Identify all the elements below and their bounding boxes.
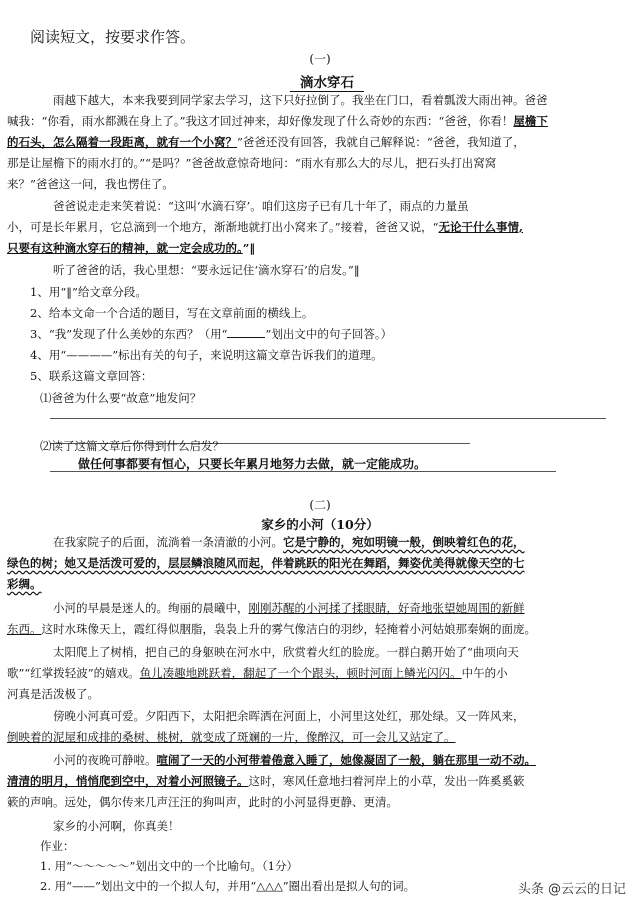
s2p3-text: 河真是活泼极了。 (7, 687, 99, 701)
s1p1-text: 喊我：“你看，雨水都溅在身上了。”我这才回过神来，却好像发现了什么奇妙的东西：“爸爸，你看！ (7, 114, 514, 128)
s2p2-text: 这时水珠像天上，霞红得似胭脂，袅袅上升的雾气像洁白的羽纱，轻掩着小河姑娘那秦娴的面庞。 (41, 622, 536, 636)
section1-paragraph-3: 听了爸爸的话，我心里想：“要永远记住‘滴水穿石’的启发。”‖ (53, 263, 360, 277)
question-3-text: ”划出文中的句子回答。） (265, 327, 393, 341)
question-5-1: ⑴爸爸为什么要“故意”地发问？ (40, 391, 202, 405)
s2p3-text: 歌”“红掌拨轻波”的嬉戏。 (7, 666, 140, 680)
s2p5-underlined: 喧闹了一天的小河带着倦意入睡了，她像凝固了一般，躺在那里一动不动。 (156, 753, 536, 767)
s2p1-wavy: 彩绸。 (7, 577, 42, 591)
answer-line (50, 418, 606, 419)
s2p5-text: 小河的夜晚可静啦。 (53, 753, 157, 767)
underline-blank (227, 327, 265, 338)
watermark: 头条 @云云的日记 (517, 882, 626, 897)
section2-paragraph-6: 家乡的小河啊，你真美！ (53, 819, 180, 833)
homework-label: 作业： (40, 839, 75, 853)
section1-paragraph-1 (7, 90, 610, 195)
instruction-heading: 阅读短文，按要求作答。 (30, 28, 196, 46)
section2-paragraph-4 (7, 706, 610, 748)
homework-2: 2. 用“——”划出文中的一个拟人句，并用“△△△”圈出看出是拟人句的词。 (40, 879, 416, 893)
s2p3-text: 太阳爬上了树梢，把自己的身躯映在河水中，欣赏着火红的脸庞。一群白鹅开始了“曲项向天 (53, 645, 519, 659)
answer-line (50, 471, 556, 472)
section2-paragraph-5 (7, 750, 610, 813)
section2-paragraph-1 (7, 532, 610, 595)
s2p5-underlined: 清清的明月，悄悄爬到空中，对着小河照镜子。 (7, 774, 249, 788)
s1p2-underlined: 只要有这种滴水穿石的精神，就一定会成功的。 (7, 241, 243, 255)
s2p3-text: 中午的小 (461, 666, 508, 680)
s1p1-underlined: 屋檐下 (513, 114, 548, 128)
section1-title: 滴水穿石 (290, 71, 364, 92)
s2p1-wavy: 绿色的树；她又是活泼可爱的，层层鳞浪随风而起，伴着跳跃的阳光在舞蹈，舞姿优美得就像天空的七 (7, 556, 525, 570)
s2p2-underlined: 刚刚苏醒的小河揉了揉眼睛，好奇地张望她周围的新鲜 (248, 601, 525, 615)
question-1: 1、用“‖”给文章分段。 (30, 285, 147, 299)
s2p1-wavy: 它是宁静的，宛如明镜一般，倒映着红色的花， (283, 535, 525, 549)
s1p1-text: 雨越下越大，本来我要到同学家去学习，这下只好拉倒了。我坐在门口，看着瓢泼大雨出神。爸爸 (53, 93, 548, 107)
homework-1: 1. 用“～～～～～”划出文中的一个比喻句。（1分） (40, 859, 298, 873)
s1p2-text: 小，可是长年累月，它总滴到一个地方，渐渐地就打出小窝来了。”接着，爸爸又说，“ (7, 220, 439, 234)
s1p1-underlined: 的石头，怎么隔着一段距离，就有一个小窝？ (7, 135, 237, 149)
s1p2-text: ”‖ (242, 241, 256, 255)
section2-paragraph-3 (7, 642, 610, 705)
question-4: 4、用“————”标出有关的句子，来说明这篇文章告诉我们的道理。 (30, 348, 383, 362)
section2-title: 家乡的小河（10分） (261, 517, 379, 532)
section1-number: (一) (309, 52, 331, 66)
question-2: 2、给本文命一个合适的题目，写在文章前面的横线上。 (30, 306, 314, 320)
s1p1-text: 来？”爸爸这一问，我也愣住了。 (7, 177, 174, 191)
s2p4-text: 傍晚小河真可爱。夕阳西下，太阳把余晖洒在河面上，小河里这处红，那处绿。又一阵风来， (53, 709, 525, 723)
question-5: 5、联系这篇文章回答： (30, 369, 153, 383)
question-5-2: ⑵读了这篇文章后你得到什么启发？ (40, 439, 224, 453)
s1p1-text: 那是让屋檐下的雨水打的。”“是吗？”爸爸故意惊奇地问：“雨水有那么大的尽儿，把石头打出窝窝 (7, 156, 497, 170)
s1p1-text: ”爸爸还没有回答，我就自己解释说：“爸爸，我知道了， (237, 135, 525, 149)
s1p2-text: 爸爸说走走来笑着说：“这叫‘水滴石穿’。咱们这房子已有几十年了，雨点的力量虽 (53, 199, 469, 213)
question-3 (30, 326, 392, 342)
s2p5-text: 这时，寒风任意地扫着河岸上的小草，发出一阵奚奚簌 (248, 774, 525, 788)
s2p4-underlined: 倒映着的泥屋和成排的桑树、桃树，就变成了斑斓的一片，像醉汉，可一会儿又站定了。 (7, 730, 456, 744)
handwritten-answer: 做任何事都要有恒心，只要长年累月地努力去做，就一定能成功。 (78, 457, 427, 471)
s2p2-text: 小河的早晨是迷人的。绚丽的晨曦中， (53, 601, 249, 615)
s2p5-text: 簌的声响。远处，偶尔传来几声汪汪的狗叫声，此时的小河显得更静、更清。 (7, 795, 398, 809)
question-3-text: 3、“我”发现了什么美妙的东西？（用“ (30, 327, 228, 341)
section2-number: (二) (309, 498, 331, 512)
s1p2-underlined: 无论干什么事情, (438, 220, 524, 234)
s2p1-text: 在我家院子的后面，流淌着一条清澈的小河。 (53, 535, 283, 549)
s2p2-underlined: 东西。 (7, 622, 42, 636)
section1-paragraph-2 (7, 196, 610, 259)
s2p3-underlined: 鱼儿凑趣地跳跃着，翻起了一个个跟头，顿时河面上鳞光闪闪。 (139, 666, 462, 680)
section2-paragraph-2 (7, 598, 610, 640)
